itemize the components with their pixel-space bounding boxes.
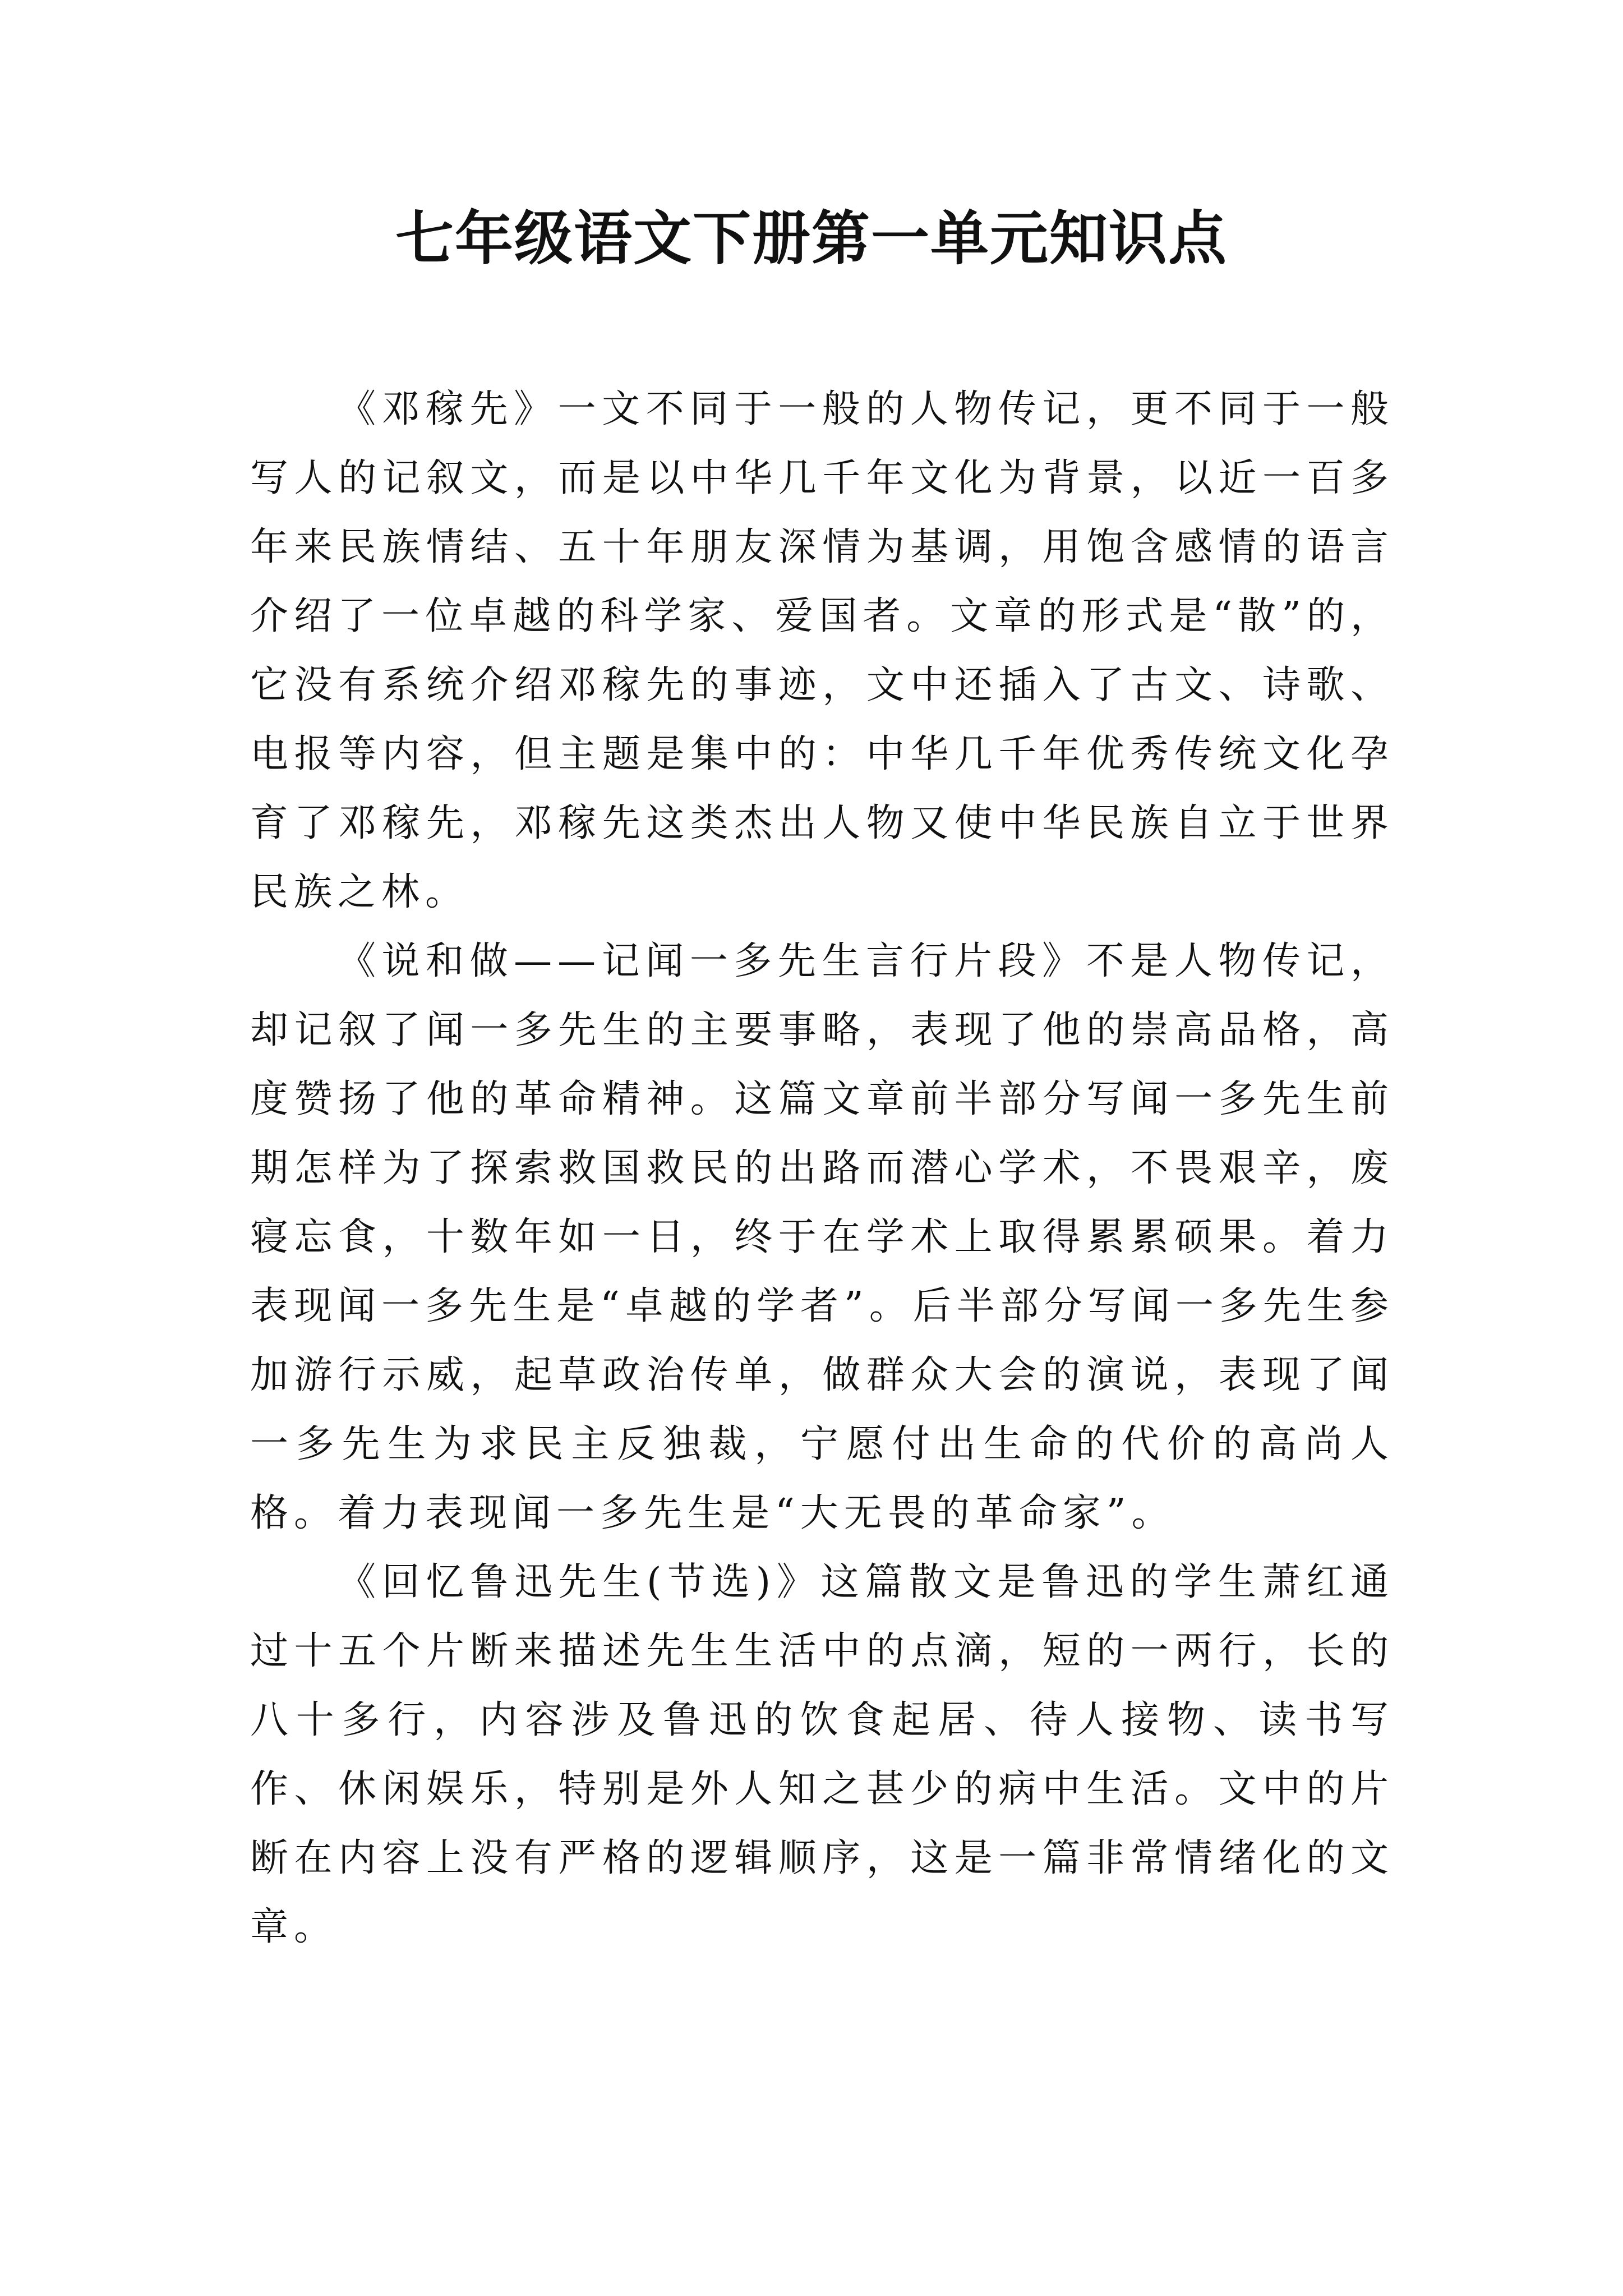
document-title: 七年级语文下册第一单元知识点: [395, 204, 1228, 273]
document-body: [250, 375, 1394, 1962]
paragraph-lu-xun: 《回忆鲁迅先生(节选)》这篇散文是鲁迅的学生萧红通过十五个片断来描述先生生活中的点滴，短的一两行，长的八十多行，内容涉及鲁迅的饮食起居、待人接物、读书写作、休闲娱乐，特别是外人知之甚少的病中生活。文中的片断在内容上没有严格的逻辑顺序，这是一篇非常情绪化的文章。: [250, 1560, 1394, 1949]
paragraph-deng-jiaxian: 《邓稼先》一文不同于一般的人物传记，更不同于一般写人的记叙文，而是以中华几千年文化为背景，以近一百多年来民族情结、五十年朋友深情为基调，用饱含感情的语言介绍了一位卓越的科学家、爱国者。文章的形式是“散”的，它没有系统介绍邓稼先的事迹，文中还插入了古文、诗歌、电报等内容，但主题是集中的：中华几千年优秀传统文化孕育了邓稼先，邓稼先这类杰出人物又使中华民族自立于世界民族之林。: [250, 387, 1394, 914]
paragraph-wen-yiduo: 《说和做——记闻一多先生言行片段》不是人物传记，却记叙了闻一多先生的主要事略，表现了他的崇高品格，高度赞扬了他的革命精神。这篇文章前半部分写闻一多先生前期怎样为了探索救国救民的出路而潜心学术，不畏艰辛，废寝忘食，十数年如一日，终于在学术上取得累累硕果。着力表现闻一多先生是“卓越的学者”。后半部分写闻一多先生参加游行示威，起草政治传单，做群众大会的演说，表现了闻一多先生为求民主反独裁，宁愿付出生命的代价的高尚人格。着力表现闻一多先生是“大无畏的革命家”。: [250, 939, 1394, 1535]
